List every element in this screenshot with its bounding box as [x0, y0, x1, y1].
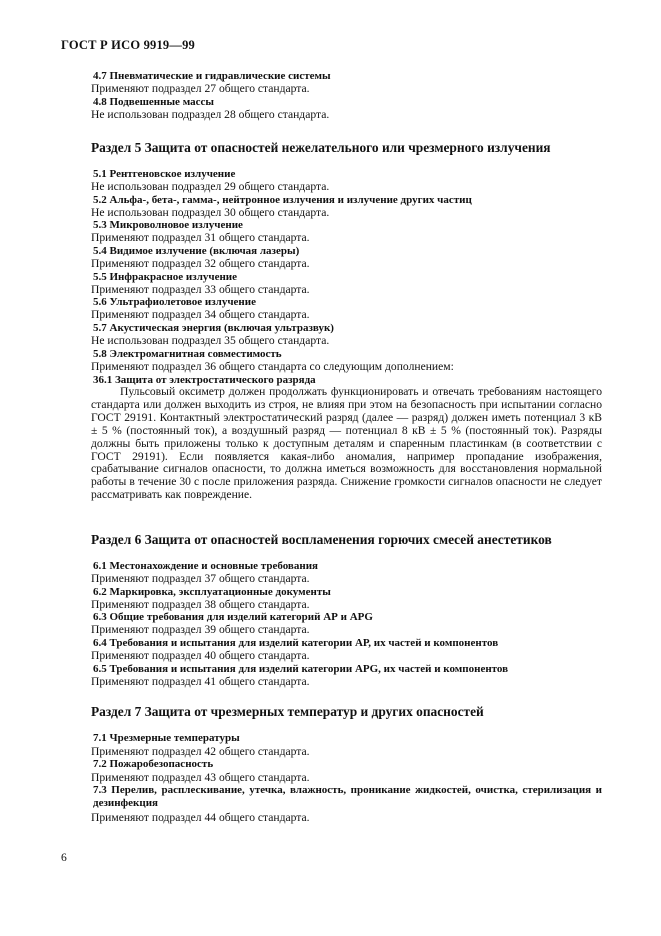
clause-text: Не использован подраздел 35 общего стандарта. — [91, 333, 330, 347]
clause-heading: 6.5 Требования и испытания для изделий категории APG, их частей и компонентов — [93, 662, 509, 675]
section-5-body — [91, 168, 602, 502]
clause-heading: 7.1 Чрезмерные температуры — [93, 732, 240, 744]
clause-heading: 5.2 Альфа-, бета-, гамма-, нейтронное излучения и излучение других частиц — [93, 193, 472, 206]
clause-text: Применяют подраздел 36 общего стандарта со следующим дополнением: — [91, 359, 454, 373]
clause-text: Применяют подраздел 27 общего стандарта. — [91, 81, 310, 95]
section-6-title: Раздел 6 Защита от опасностей воспламенения горючих смесей анестетиков — [91, 532, 552, 547]
clause-text: Не использован подраздел 30 общего стандарта. — [91, 205, 330, 219]
page-number: 6 — [61, 851, 67, 864]
clause-text: Применяют подраздел 41 общего стандарта. — [91, 674, 310, 688]
subclause-heading: 36.1 Защита от электростатического разряда — [93, 373, 316, 386]
clause-text: Применяют подраздел 32 общего стандарта. — [91, 256, 310, 270]
clause-text: Применяют подраздел 31 общего стандарта. — [91, 231, 310, 245]
clause-text: Применяют подраздел 43 общего стандарта. — [91, 771, 310, 785]
section-6-body — [91, 560, 602, 688]
clause-heading: 5.8 Электромагнитная совместимость — [93, 347, 282, 360]
clause-heading: 6.1 Местонахождение и основные требования — [93, 560, 318, 572]
clause-heading: 5.4 Видимое излучение (включая лазеры) — [93, 245, 300, 258]
clause-heading: 5.7 Акустическая энергия (включая ультразвук) — [93, 322, 334, 335]
clause-text: Применяют подраздел 34 общего стандарта. — [91, 308, 310, 322]
clause-heading: 7.3 Перелив, расплескивание, утечка, влажность, проникание жидкостей, очистка, стерилизация и дезинфекция — [93, 784, 602, 810]
clause-text: Применяют подраздел 37 общего стандарта. — [91, 571, 310, 585]
clause-text: Применяют подраздел 39 общего стандарта. — [91, 623, 310, 637]
running-header: ГОСТ Р ИСО 9919—99 — [61, 38, 195, 52]
clause-heading: 5.3 Микроволновое излучение — [93, 219, 243, 232]
clause-heading: 4.7 Пневматические и гидравлические системы — [93, 70, 331, 82]
clause-heading: 4.8 Подвешенные массы — [93, 95, 214, 108]
clause-heading: 5.5 Инфракрасное излучение — [93, 270, 238, 283]
clause-text: Не использован подраздел 28 общего стандарта. — [91, 107, 330, 121]
clause-text: Применяют подраздел 33 общего стандарта. — [91, 282, 310, 296]
clause-text: Применяют подраздел 44 общего стандарта. — [91, 810, 310, 824]
clause-heading: 5.6 Ультрафиолетовое излучение — [93, 296, 256, 309]
clause-heading: 5.1 Рентгеновское излучение — [93, 168, 236, 180]
clause-text: Применяют подраздел 42 общего стандарта. — [91, 745, 310, 759]
clause-text: Применяют подраздел 38 общего стандарта. — [91, 597, 310, 611]
block-top — [91, 70, 602, 121]
clause-heading: 6.3 Общие требования для изделий категорий АР и APG — [93, 611, 373, 624]
clause-heading: 6.2 Маркировка, эксплуатационные документы — [93, 585, 331, 598]
paragraph: Пульсовый оксиметр должен продолжать функционировать и отвечать требованиям настоящего стандарта или должен выходить из строя, не влияя при этом на безопасность при испытании согласно ГОСТ 29191. Контактный электростатический разряд (далее — разряд) должен иметь потенциал 3 кВ ± 5 % (постоянный ток), а воздушный разряд — потенциал 8 кВ ± 5 % (постоянный ток). Разряды должны быть приложены только к доступным деталям и спаренным пластинкам (в соответствии с ГОСТ 29191). Если появляется какая-либо аномалия, например пропадание изображения, срабатывание сигналов опасности, то должна иметься возможность для восстановления нормальной работы в течение 30 с после приложения разряда. Снижение громкости сигналов опасности не следует рассматривать как повреждение. — [91, 385, 602, 502]
clause-heading: 6.4 Требования и испытания для изделий категории АР, их частей и компонентов — [93, 637, 499, 650]
clause-text: Не использован подраздел 29 общего стандарта. — [91, 179, 330, 193]
clause-text: Применяют подраздел 40 общего стандарта. — [91, 648, 310, 662]
section-7-body — [91, 732, 602, 824]
section-5-title: Раздел 5 Защита от опасностей нежелательного или чрезмерного излучения — [91, 140, 551, 155]
section-7-title: Раздел 7 Защита от чрезмерных температур и других опасностей — [91, 704, 484, 719]
clause-heading: 7.2 Пожаробезопасность — [93, 758, 214, 771]
